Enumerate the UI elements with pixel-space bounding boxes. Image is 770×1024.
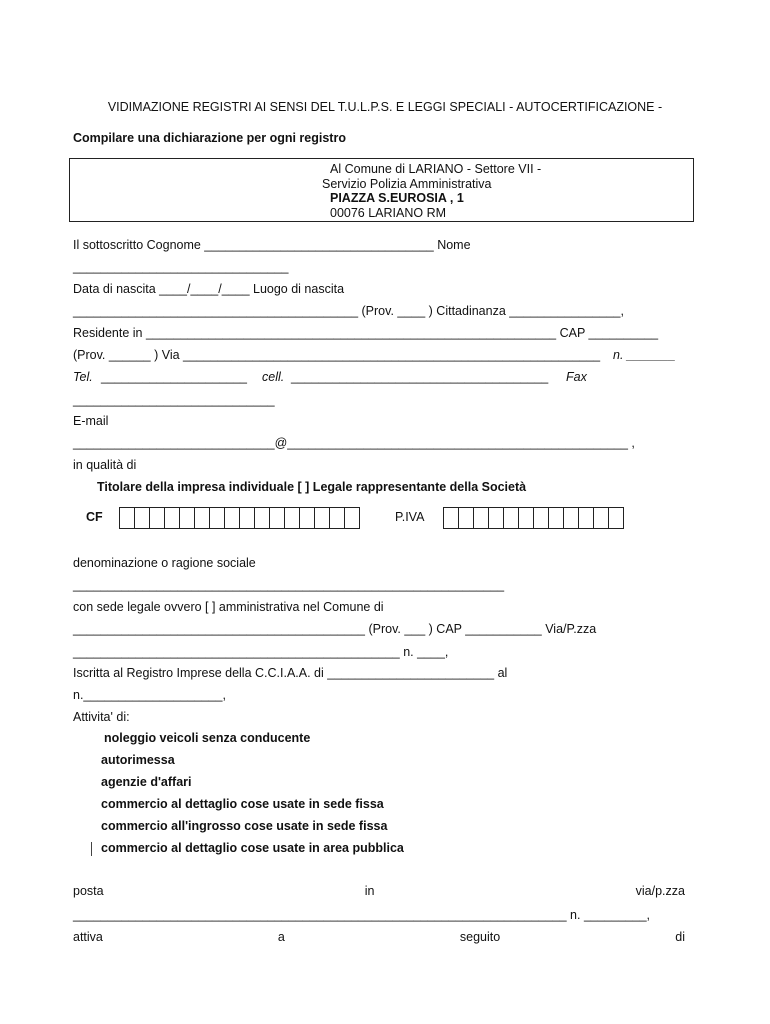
activity-option[interactable]: commercio al dettaglio cose usate in area pubblica bbox=[101, 841, 404, 855]
activities-label: Attivita' di: bbox=[73, 710, 130, 724]
tel-label: Tel. bbox=[73, 370, 93, 384]
footer-word: posta bbox=[73, 884, 104, 898]
piva-label: P.IVA bbox=[395, 510, 425, 524]
chamber-register-field[interactable]: Iscritta al Registro Imprese della C.C.I.A.A. di ________________________ al bbox=[73, 666, 508, 680]
cf-label: CF bbox=[86, 510, 103, 524]
footer-word: a bbox=[277, 930, 285, 944]
footer-row-3 bbox=[73, 930, 685, 944]
street-number-field[interactable]: n. _______ bbox=[613, 348, 676, 362]
seat-label[interactable]: con sede legale ovvero [ ] amministrativa nel Comune di bbox=[73, 600, 384, 614]
register-number-field[interactable]: n.____________________, bbox=[73, 688, 226, 702]
checkbox-mark bbox=[91, 842, 92, 856]
company-name-label: denominazione o ragione sociale bbox=[73, 556, 256, 570]
role-label: in qualità di bbox=[73, 458, 137, 472]
recipient-line-3: PIAZZA S.EUROSIA , 1 bbox=[330, 191, 464, 205]
activity-option[interactable]: noleggio veicoli senza conducente bbox=[104, 731, 311, 745]
residence-field[interactable]: Residente in ___________________________________________________________ CAP __________ bbox=[73, 326, 659, 340]
street-field[interactable]: (Prov. ______ ) Via ____________________________________________________________ bbox=[73, 348, 601, 362]
birthplace-citizenship-field[interactable]: _________________________________________ (Prov. ____ ) Cittadinanza ________________, bbox=[73, 304, 624, 318]
footer-word: seguito bbox=[459, 930, 501, 944]
role-options[interactable]: Titolare della impresa individuale [ ] Legale rappresentante della Società bbox=[97, 480, 527, 494]
document-subtitle: Compilare una dichiarazione per ogni registro bbox=[73, 131, 346, 145]
email-label: E-mail bbox=[73, 414, 109, 428]
recipient-line-2: Servizio Polizia Amministrativa bbox=[322, 177, 492, 191]
cell-field[interactable]: _____________________________________ bbox=[291, 370, 549, 384]
seat-address-field[interactable]: __________________________________________ (Prov. ___ ) CAP ___________ Via/P.zza bbox=[73, 622, 597, 636]
birth-date-field[interactable]: Data di nascita ____/____/____ Luogo di nascita bbox=[73, 282, 345, 296]
recipient-line-4: 00076 LARIANO RM bbox=[330, 206, 447, 220]
footer-word: attiva bbox=[73, 930, 103, 944]
fax-label: Fax bbox=[566, 370, 587, 384]
cell-label: cell. bbox=[262, 370, 285, 384]
footer-address-field[interactable]: _______________________________________________________________________ n. _________, bbox=[73, 908, 650, 922]
tel-field[interactable]: _____________________ bbox=[101, 370, 247, 384]
surname-name-field[interactable]: Il sottoscritto Cognome _________________________________ Nome bbox=[73, 238, 471, 252]
company-name-field[interactable]: ______________________________________________________________ bbox=[73, 578, 505, 592]
cf-grid[interactable] bbox=[119, 507, 360, 529]
document-title: VIDIMAZIONE REGISTRI AI SENSI DEL T.U.L.P.S. E LEGGI SPECIALI - AUTOCERTIFICAZIONE - bbox=[107, 100, 663, 114]
footer-row-1 bbox=[73, 884, 685, 898]
email-field[interactable]: _____________________________@_________________________________________________ , bbox=[73, 436, 635, 450]
name-field[interactable]: _______________________________ bbox=[73, 260, 289, 274]
piva-grid[interactable] bbox=[443, 507, 624, 529]
activity-option[interactable]: commercio al dettaglio cose usate in sede fissa bbox=[101, 797, 384, 811]
footer-word: via/p.zza bbox=[635, 884, 685, 898]
activity-option[interactable]: commercio all'ingrosso cose usate in sede fissa bbox=[101, 819, 388, 833]
footer-word: in bbox=[364, 884, 375, 898]
recipient-line-1: Al Comune di LARIANO - Settore VII - bbox=[330, 162, 542, 176]
seat-street-field[interactable]: _______________________________________________ n. ____, bbox=[73, 645, 449, 659]
activity-option[interactable]: agenzie d'affari bbox=[101, 775, 192, 789]
footer-word: di bbox=[675, 930, 685, 944]
activity-option[interactable]: autorimessa bbox=[101, 753, 175, 767]
fax-field[interactable]: _____________________________ bbox=[73, 393, 275, 407]
